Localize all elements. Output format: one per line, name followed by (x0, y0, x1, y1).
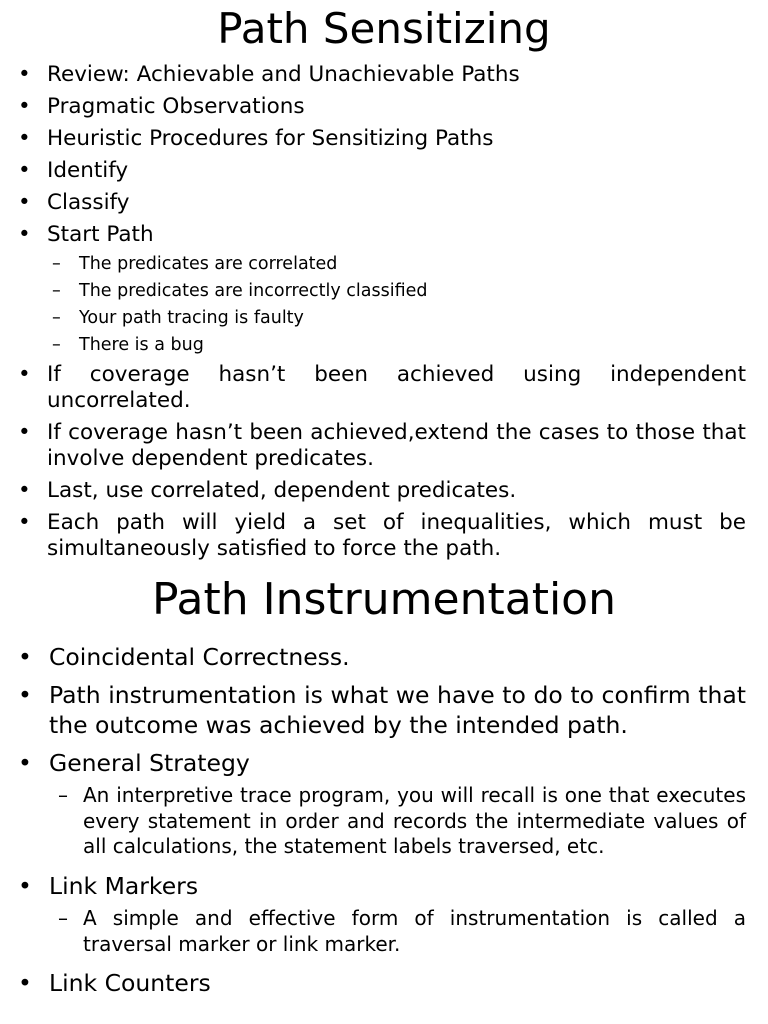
list-item: • Heuristic Procedures for Sensitizing Paths (0, 126, 768, 152)
slide-path-instrumentation (0, 572, 768, 999)
slide-title: Path Instrumentation (152, 574, 616, 625)
list-item: • If coverage hasn’t been achieved,extend the cases to those that involve dependent predicates. (0, 420, 768, 472)
list-item: • Each path will yield a set of inequalities, which must be simultaneously satisfied to force the path. (0, 510, 768, 562)
list-item: • Identify (0, 158, 768, 184)
sub-list-item: – A simple and effective form of instrumentation is called a traversal marker or link marker. (0, 906, 768, 957)
list-item: • Start Path (0, 222, 768, 248)
bullet-list (0, 642, 768, 999)
list-item: • Link Counters (0, 968, 768, 999)
list-item: • Link Markers (0, 871, 768, 902)
list-item: • If coverage hasn’t been achieved using independent uncorrelated. (0, 362, 768, 414)
list-item: • Coincidental Correctness. (0, 642, 768, 673)
sub-list-item: – An interpretive trace program, you will recall is one that executes every statement in order and records the intermediate values of all calculations, the statement labels traversed, etc. (0, 783, 768, 860)
list-item: • Classify (0, 190, 768, 216)
sub-list-item: – There is a bug (0, 334, 768, 356)
sub-list-item: – The predicates are correlated (0, 253, 768, 275)
list-item: • Path instrumentation is what we have to do to confirm that the outcome was achieved by the intended path. (0, 680, 768, 741)
bullet-list (0, 62, 768, 562)
slide-title: Path Sensitizing (217, 4, 551, 53)
sub-list-item: – Your path tracing is faulty (0, 307, 768, 329)
list-item: • Review: Achievable and Unachievable Paths (0, 62, 768, 88)
list-item: • General Strategy (0, 748, 768, 779)
list-item: • Last, use correlated, dependent predicates. (0, 478, 768, 504)
list-item: • Pragmatic Observations (0, 94, 768, 120)
sub-list-item: – The predicates are incorrectly classified (0, 280, 768, 302)
